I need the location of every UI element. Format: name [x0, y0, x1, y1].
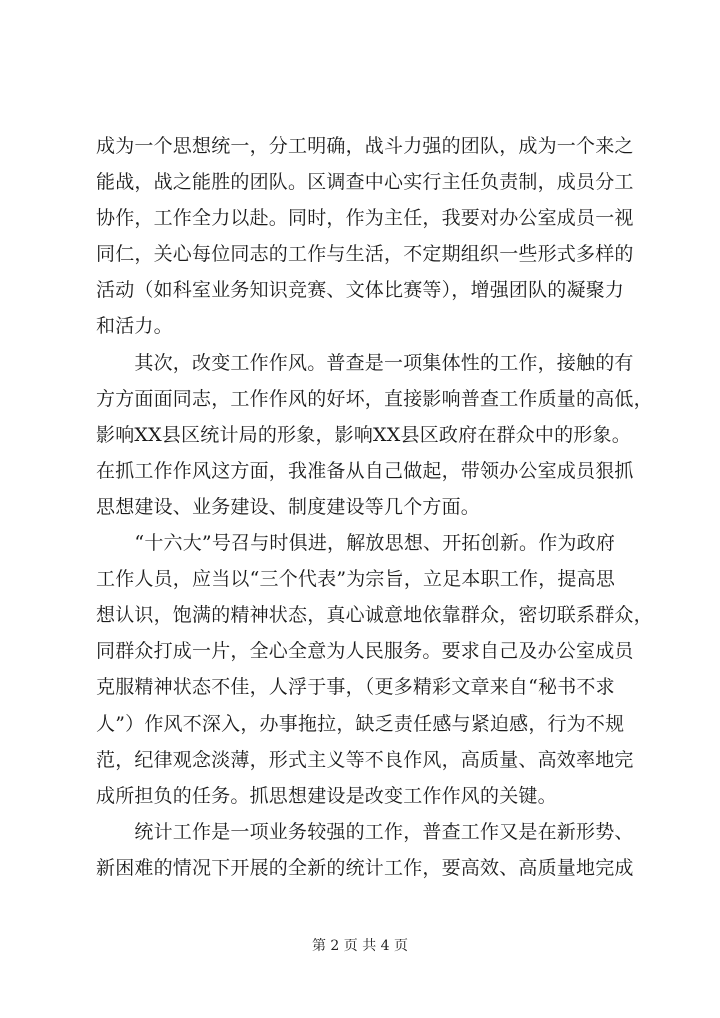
text-line: 协作，工作全力以赴。同时，作为主任，我要对办公室成员一视 [96, 207, 634, 230]
text-line: 在抓工作作风这方面，我准备从自己做起，带领办公室成员狠抓 [96, 459, 634, 482]
text-line: 克服精神状态不佳，人浮于事，（更多精彩文章来自“秘书不求 [96, 676, 615, 699]
text-line: 思想建设、业务建设、制度建设等几个方面。 [96, 495, 481, 518]
text-line: “十六大”号召与时俱进，解放思想、开拓创新。作为政府 [96, 532, 616, 555]
text-line: 影响XX县区统计局的形象，影响XX县区政府在群众中的形象。 [96, 423, 631, 446]
document-body [96, 128, 653, 886]
text-line: 能战，战之能胜的团队。区调查中心实行主任负责制，成员分工 [96, 171, 634, 194]
text-line: 其次，改变工作作风。普查是一项集体性的工作，接触的有 [96, 351, 634, 374]
text-line: 成为一个思想统一，分工明确，战斗力强的团队，成为一个来之 [96, 135, 634, 157]
text-line: 同仁，关心每位同志的工作与生活，不定期组织一些形式多样的 [96, 243, 634, 266]
page-number-footer: 第 2 页 共 4 页 [311, 938, 409, 954]
text-line: 方方面面同志，工作作风的好坏，直接影响普查工作质量的高低， [96, 387, 653, 410]
text-line: 想认识，饱满的精神状态，真心诚意地依靠群众，密切联系群众， [96, 604, 653, 627]
text-line: 和活力。 [96, 315, 173, 338]
text-line: 工作人员，应当以“三个代表”为宗旨，立足本职工作，提高思 [96, 568, 616, 591]
text-line: 范，纪律观念淡薄，形式主义等不良作风，高质量、高效率地完 [96, 748, 634, 771]
text-line: 成所担负的任务。抓思想建设是改变工作作风的关键。 [96, 784, 557, 807]
text-line: 人”）作风不深入，办事拖拉，缺乏责任感与紧迫感，行为不规 [96, 712, 625, 735]
text-line: 统计工作是一项业务较强的工作，普查工作又是在新形势、 [96, 820, 634, 843]
text-line: 新困难的情况下开展的全新的统计工作，要高效、高质量地完成 [96, 856, 634, 879]
text-line: 同群众打成一片，全心全意为人民服务。要求自己及办公室成员 [96, 640, 634, 663]
text-line: 活动（如科室业务知识竞赛、文体比赛等），增强团队的凝聚力 [96, 279, 625, 302]
